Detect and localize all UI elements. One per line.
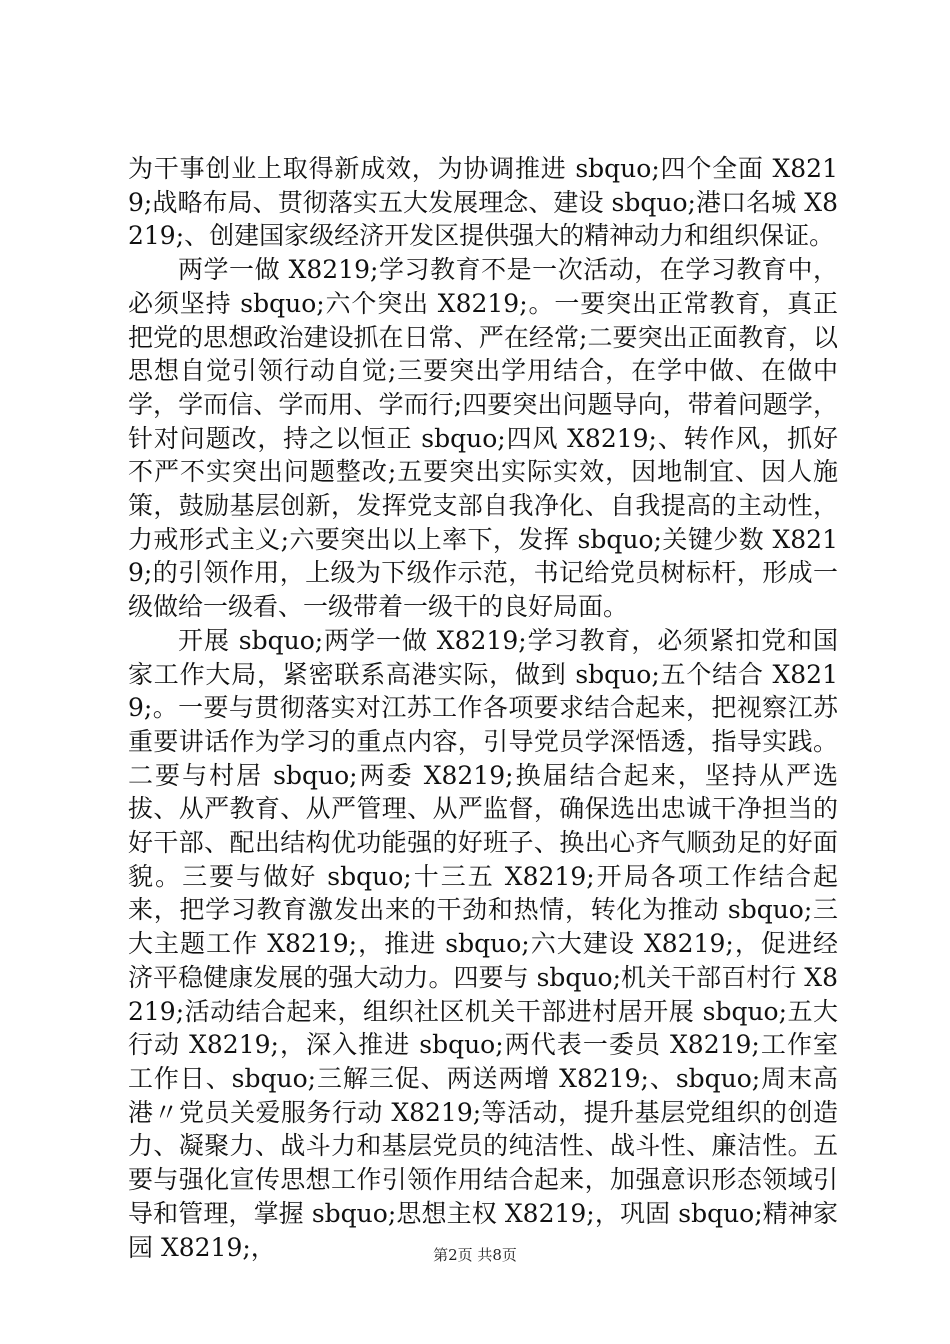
document-body bbox=[128, 152, 838, 1264]
page-footer: 第2页 共8页 bbox=[433, 1246, 517, 1264]
paragraph-continuation: 为干事创业上取得新成效，为协调推进 sbquo;四个全面 X8219;战略布局、贯彻落实五大发展理念、建设 sbquo;港口名城 X8219;、创建国家级经济开发区提供强大的精神动力和组织保证。 bbox=[128, 154, 838, 251]
paragraph-five-combinations: 开展 sbquo;两学一做 X8219;学习教育，必须紧扣党和国家工作大局，紧密联系高港实际，做到 sbquo;五个结合 X8219;。一要与贯彻落实对江苏工作各项要求结合起来，把视察江苏重要讲话作为学习的重点内容，引导党员学深悟透，指导实践。二要与村居 sbquo;两委 X8219;换届结合起来，坚持从严选拔、从严教育、从严管理、从严监督，确保选出忠诚干净担当的好干部、配出结构优功能强的好班子、换出心齐气顺劲足的好面貌。三要与做好 sbquo;十三五 X8219;开局各项工作结合起来，把学习教育激发出来的干劲和热情，转化为推动 sbquo;三大主题工作 X8219;，推进 sbquo;六大建设 X8219;，促进经济平稳健康发展的强大动力。四要与 sbquo;机关干部百村行 X8219;活动结合起来，组织社区机关干部进村居开展 sbquo;五大行动 X8219;，深入推进 sbquo;两代表一委员 X8219;工作室工作日、sbquo;三解三促、两送两增 X8219;、sbquo;周末高港〃党员关爱服务行动 X8219;等活动，提升基层党组织的创造力、凝聚力、战斗力和基层党员的纯洁性、战斗性、廉洁性。五要与强化宣传思想工作引领作用结合起来，加强意识形态领域引导和管理，掌握 sbquo;思想主权 X8219;，巩固 sbquo;精神家园 X8219;， bbox=[128, 625, 838, 1262]
paragraph-six-focus: 两学一做 X8219;学习教育不是一次活动，在学习教育中，必须坚持 sbquo;六个突出 X8219;。一要突出正常教育，真正把党的思想政治建设抓在日常、严在经常;二要突出正面教育，以思想自觉引领行动自觉;三要突出学用结合，在学中做、在做中学，学而信、学而用、学而行;四要突出问题导向，带着问题学，针对问题改，持之以恒正 sbquo;四风 X8219;、转作风，抓好不严不实突出问题整改;五要突出实际实效，因地制宜、因人施策，鼓励基层创新，发挥党支部自我净化、自我提高的主动性，力戒形式主义;六要突出以上率下，发挥 sbquo;关键少数 X8219;的引领作用，上级为下级作示范，书记给党员树标杆，形成一级做给一级看、一级带着一级干的良好局面。 bbox=[128, 255, 838, 622]
